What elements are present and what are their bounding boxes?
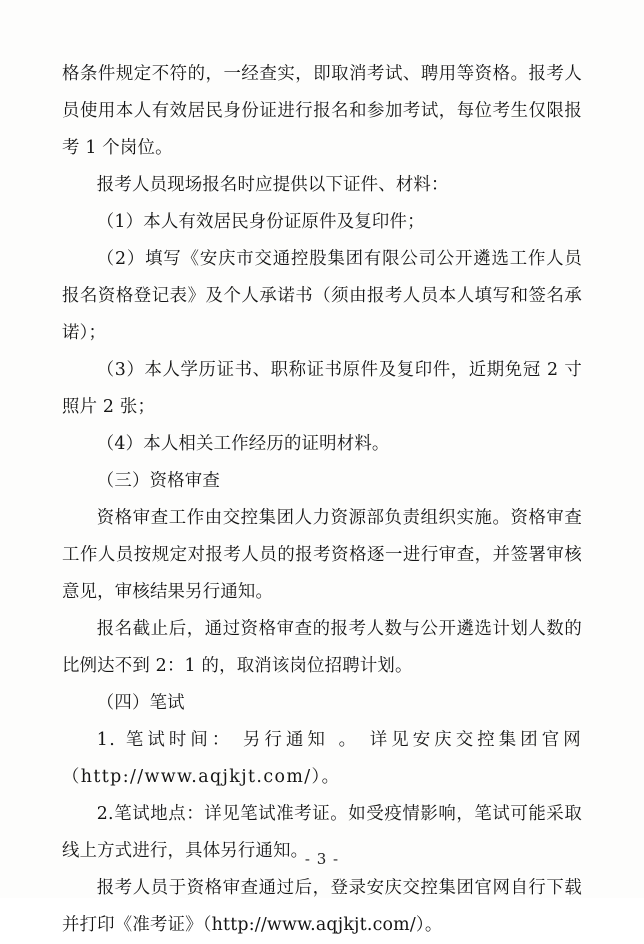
paragraph-6: （4）本人相关工作经历的证明材料。 bbox=[96, 434, 390, 454]
section-heading-3: （三）资格审查 bbox=[96, 471, 220, 491]
section-heading-4: （四）笔试 bbox=[96, 693, 185, 713]
paragraph-2: 报考人员现场报名时应提供以下证件、材料： bbox=[96, 175, 449, 195]
paragraph-13: 报考人员于资格审查通过后，登录安庆交控集团官网自行下载并打印《准考证》（http://www.aqjkjt.com/）。 bbox=[62, 878, 582, 935]
paragraph-11: 1. 笔试时间： 另行通知 。 详见安庆交控集团官网（http://www.aqjkjt.com/）。 bbox=[62, 730, 582, 787]
paragraph-8: 资格审查工作由交控集团人力资源部负责组织实施。资格审查工作人员按规定对报考人员的报考资格逐一进行审查，并签署审核意见，审核结果另行通知。 bbox=[62, 508, 582, 602]
paragraph-4: （2）填写《安庆市交通控股集团有限公司公开遴选工作人员报名资格登记表》及个人承诺书（须由报考人员本人填写和签名承诺）； bbox=[62, 249, 582, 343]
paragraph-9: 报名截止后，通过资格审查的报考人数与公开遴选计划人数的比例达不到 2：1 的，取消该岗位招聘计划。 bbox=[62, 619, 582, 676]
paragraph-5: （3）本人学历证书、职称证书原件及复印件，近期免冠 2 寸照片 2 张； bbox=[62, 360, 582, 417]
document-body bbox=[62, 56, 582, 944]
paragraph-12: 2.笔试地点：详见笔试准考证。如受疫情影响，笔试可能采取线上方式进行，具体另行通知。 bbox=[62, 804, 582, 861]
paragraph-1: 格条件规定不符的，一经查实，即取消考试、聘用等资格。报考人员使用本人有效居民身份证进行报名和参加考试，每位考生仅限报考 1 个岗位。 bbox=[62, 64, 582, 158]
paragraph-3: （1）本人有效居民身份证原件及复印件； bbox=[96, 212, 425, 232]
page-number: - 3 - bbox=[304, 850, 340, 868]
